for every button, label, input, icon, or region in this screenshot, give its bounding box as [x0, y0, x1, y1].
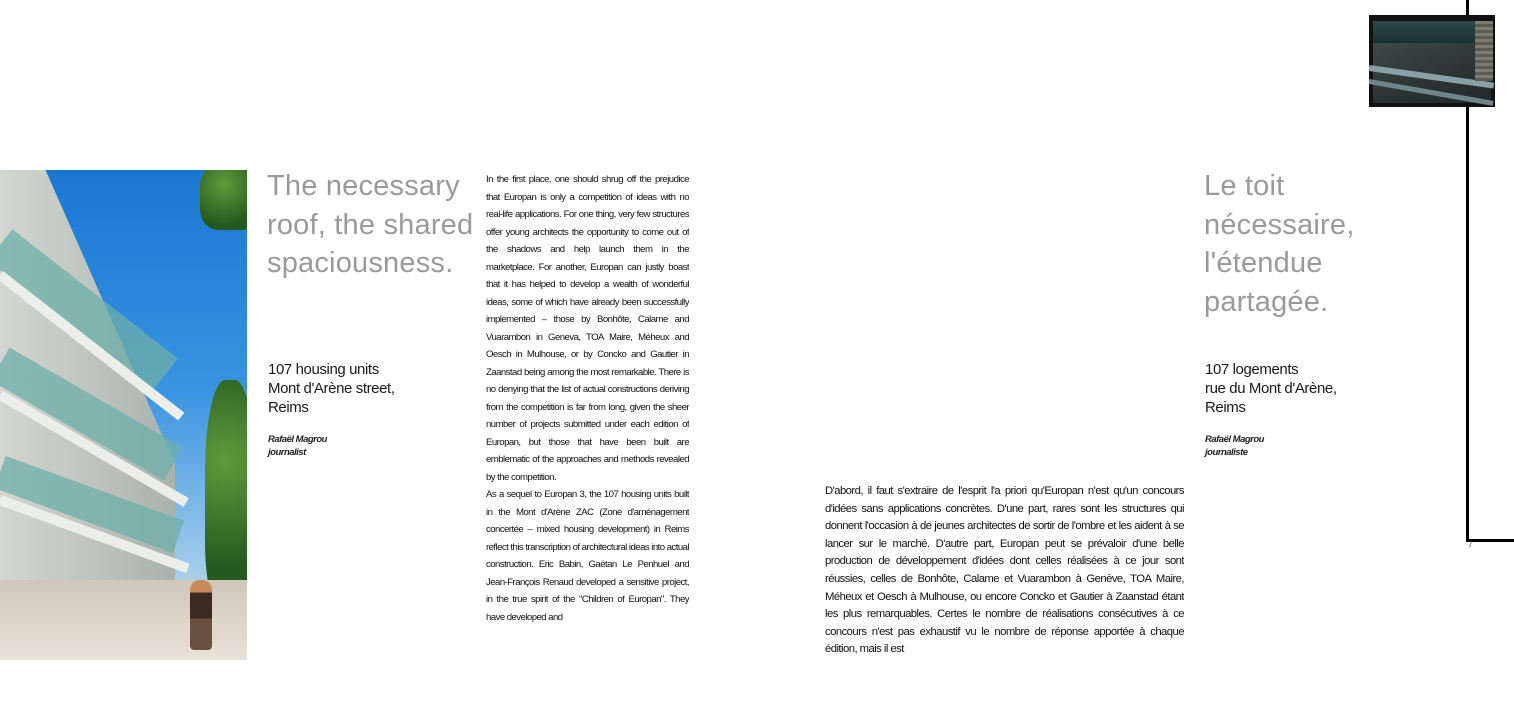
- page-number: 7: [1468, 540, 1473, 549]
- building-photo: [0, 170, 247, 660]
- body-text-french: [825, 483, 1184, 663]
- subtitle-line: Reims: [268, 399, 309, 416]
- body-text-english: [486, 171, 689, 661]
- author-byline-french: [1205, 433, 1325, 459]
- project-subtitle-french: [1205, 360, 1405, 417]
- author-byline-english: [268, 433, 388, 459]
- frame-line: [1466, 0, 1469, 16]
- subtitle-line: Mont d'Arène street,: [268, 380, 395, 397]
- author-role: journaliste: [1205, 447, 1248, 458]
- body-paragraph: In the first place, one should shrug off the prejudice that Europan is only a competition of ideas with no real-life applications. For one thing, very few structures offer young architects the opportunity to come out of the shadows and help launch them in the marketplace. For another, Europan can justly boast that it has helped to develop a wealth of wonderful ideas, some of which have already been successfully implemented – those by Bonhôte, Calame and Vuarambon in Geneva, TOA Maire, Méheux and Oesch in Mulhouse, or by Concko and Gautier in Zaanstad being among the most remarkable. There is no denying that the list of actual constructions deriving from the competition is far from long, given the sheer number of projects submitted under each edition of Europan, but those that have been built are emblematic of the approaches and methods revealed by the competition.: [486, 174, 689, 483]
- thumbnail-photo: [1369, 15, 1495, 107]
- subtitle-line: rue du Mont d'Arène,: [1205, 380, 1337, 397]
- subtitle-line: 107 logements: [1205, 361, 1299, 378]
- author-name: Rafaël Magrou: [1205, 434, 1264, 445]
- author-name: Rafaël Magrou: [268, 434, 327, 445]
- project-subtitle-english: [268, 360, 468, 417]
- body-paragraph: As a sequel to Europan 3, the 107 housing units built in the Mont d'Arène ZAC (Zone d'aménagement concertée – mixed housing development) in Reims reflect this transcription of architectural ideas into actual construction. Eric Babin, Gaëtan Le Penhuel and Jean-François Renaud developed a sensitive project, in the true spirit of the "Children of Europan". They have developed and: [486, 489, 689, 623]
- article-title-french: Le toit nécessaire, l'étendue partagée.: [1204, 170, 1355, 318]
- author-role: journalist: [268, 447, 306, 458]
- subtitle-line: Reims: [1205, 399, 1246, 416]
- frame-line: [1466, 539, 1514, 542]
- article-title-english: The necessary roof, the shared spaciousness.: [267, 170, 474, 279]
- body-paragraph: D'abord, il faut s'extraire de l'esprit l'a priori qu'Europan n'est qu'un concours d'idées sans applications concrètes. D'une part, rares sont les structures qui donnent l'occasion à de jeunes architectes de sortir de l'ombre et les aident à se lancer sur le marché. D'autre part, Europan peut se prévaloir d'une belle production de développement d'idées dont celles réalisées à ce jour sont réussies, celles de Bonhôte, Calame et Vuarambon à Genève, TOA Maire, Méheux et Oesch à Mulhouse, ou encore Concko et Gautier à Zaanstad étant les plus remarquables. Certes le nombre de réalisations consécutives à ce concours n'est pas exhaustif vu le nombre de réponse apportée à chaque édition, mais il est: [825, 485, 1184, 656]
- frame-line: [1466, 107, 1469, 541]
- subtitle-line: 107 housing units: [268, 361, 379, 378]
